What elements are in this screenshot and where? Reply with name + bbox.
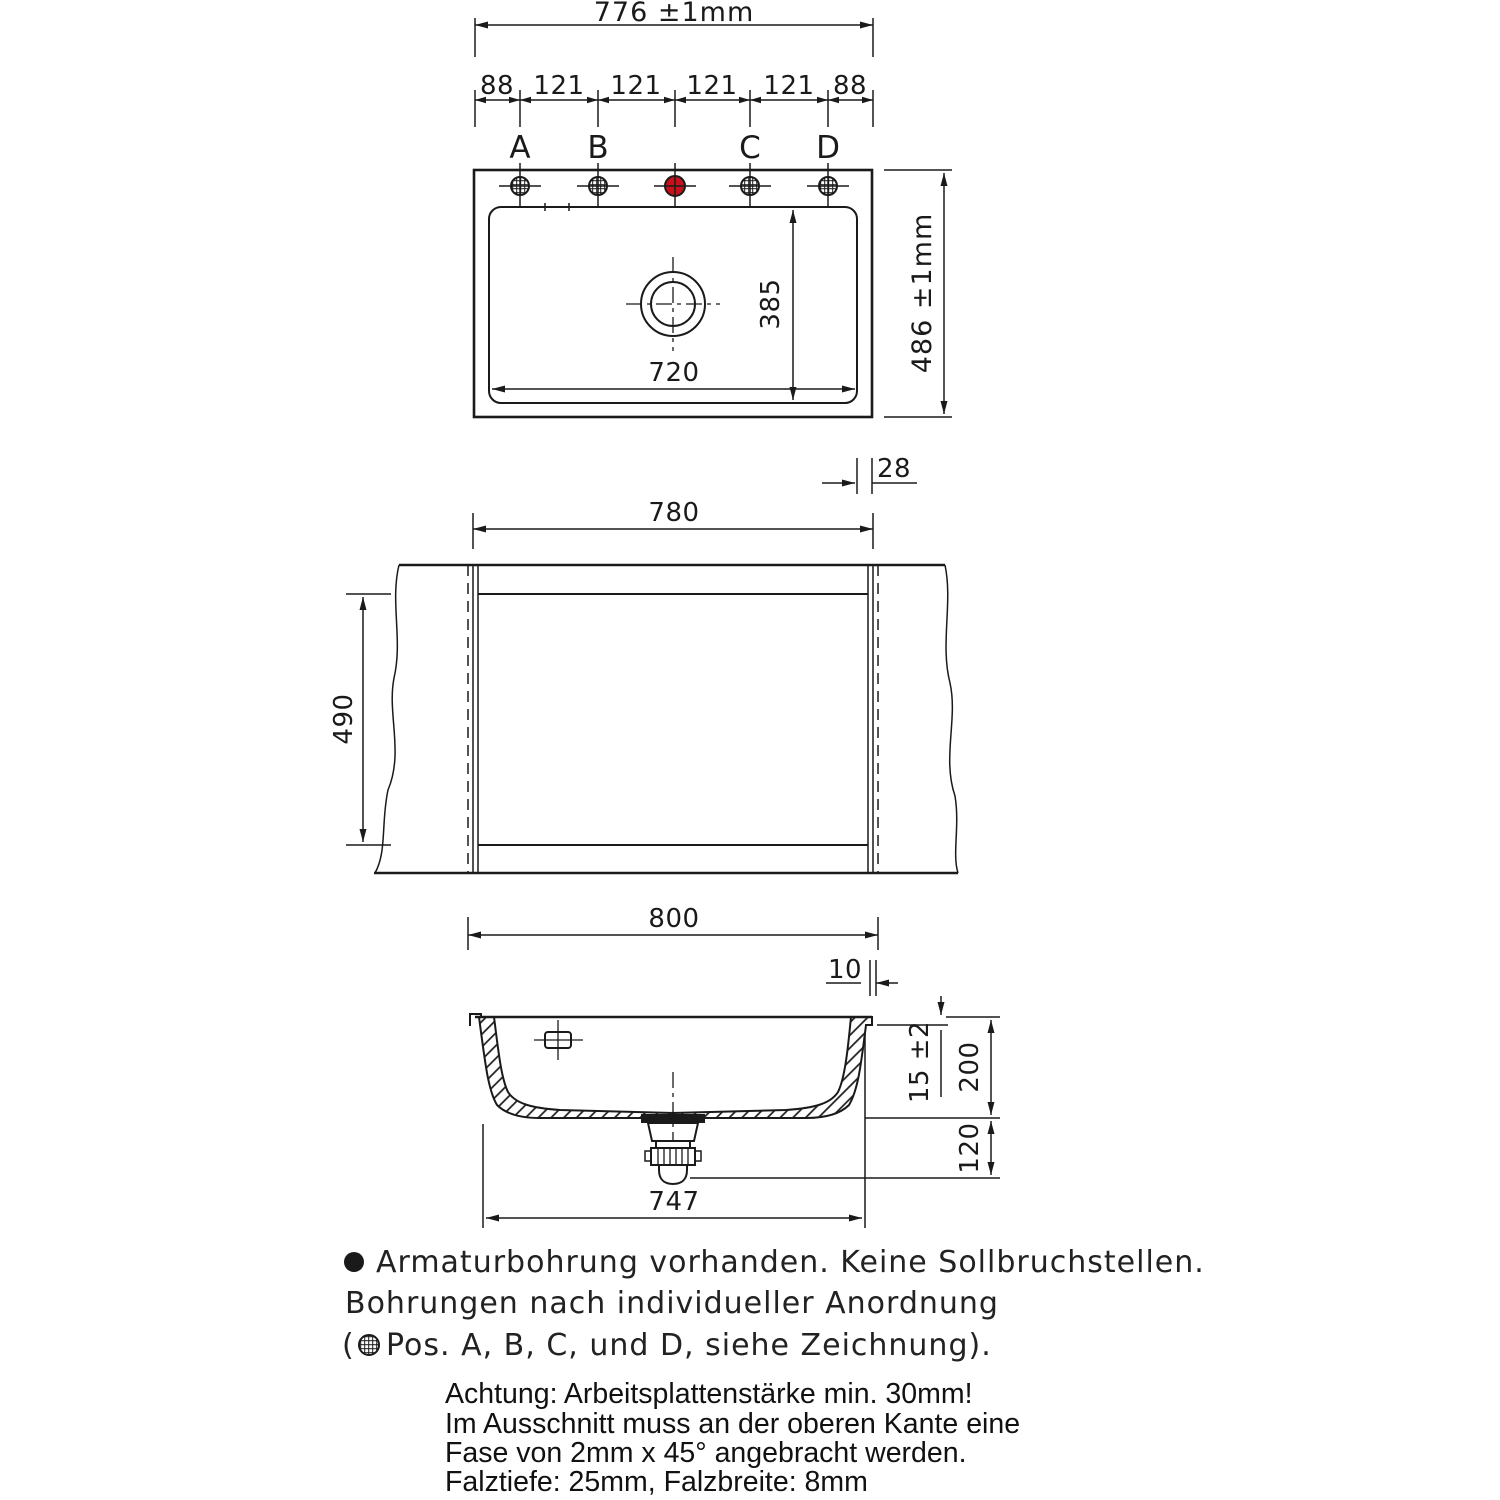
cutout-view — [329, 498, 958, 996]
attention-line-4: Falztiefe: 25mm, Falzbreite: 8mm — [445, 1466, 868, 1498]
dim-hole-spacings — [475, 71, 873, 127]
note-line-1: Armaturbohrung vorhanden. Keine Sollbruchstellen. — [376, 1245, 1205, 1280]
dim-label-overall-width: 776 ±1mm — [593, 0, 755, 28]
dim-overall-width — [475, 0, 873, 57]
hole-label-b: B — [587, 130, 609, 166]
top-view — [474, 0, 952, 494]
hole-label-c: C — [739, 130, 761, 166]
dim-outer-width — [468, 904, 878, 950]
dim-label-spacing-3: 121 — [610, 71, 662, 101]
dim-label-basin-depth: 385 — [756, 278, 786, 330]
hole-label-d: D — [816, 130, 840, 166]
dim-rim-width — [822, 454, 917, 494]
break-line-right — [945, 565, 958, 873]
dim-basin-depth — [756, 210, 793, 400]
notes-block — [342, 1245, 1205, 1363]
attention-line-3: Fase von 2mm x 45° angebracht werden. — [445, 1437, 967, 1469]
dim-label-spacing-5: 121 — [763, 71, 815, 101]
dim-label-total-height: 200 — [955, 1041, 985, 1093]
dim-label-overhang: 10 — [827, 955, 863, 985]
drain-assembly — [641, 1072, 705, 1184]
section-wall-right — [673, 1017, 872, 1118]
dim-label-basin-width: 720 — [648, 358, 700, 388]
dim-basin-width — [492, 358, 855, 389]
dim-rim-height — [905, 996, 941, 1103]
dim-label-cutout-depth: 490 — [329, 693, 359, 745]
note-line-2: Bohrungen nach individueller Anordnung — [345, 1286, 999, 1321]
section-wall-left — [479, 1017, 673, 1118]
dim-label-spacing-4: 121 — [686, 71, 738, 101]
dim-label-cutout-width: 780 — [648, 498, 700, 528]
dim-label-overall-depth: 486 ±1mm — [907, 212, 938, 374]
note-line-3-rest: Pos. A, B, C, und D, siehe Zeichnung). — [386, 1328, 992, 1363]
section-view — [470, 996, 1000, 1228]
dim-label-spacing-1: 88 — [479, 71, 515, 101]
dim-label-spacing-2: 121 — [533, 71, 585, 101]
dim-drain-clearance — [955, 1121, 991, 1175]
faucet-hole-symbol — [534, 1020, 583, 1060]
dim-label-spacing-6: 88 — [832, 71, 868, 101]
attention-line-2: Im Ausschnitt muss an der oberen Kante eine — [445, 1408, 1021, 1440]
dim-cutout-depth — [329, 594, 391, 845]
dim-total-height — [955, 1020, 991, 1115]
dim-overhang — [826, 955, 898, 996]
bullet-dot-icon — [344, 1252, 364, 1272]
dim-label-rim-height: 15 ±2 — [905, 1020, 935, 1104]
drain-tailpiece — [659, 1165, 687, 1184]
drain-flange — [641, 1114, 705, 1123]
dim-overall-depth — [884, 170, 952, 417]
break-line-left — [375, 565, 399, 873]
note-line-3-open: ( — [342, 1328, 355, 1363]
dim-base-width — [483, 1032, 865, 1228]
hole-label-a: A — [509, 130, 531, 166]
attention-line-1: Achtung: Arbeitsplattenstärke min. 30mm! — [445, 1378, 973, 1410]
dim-label-drain-clearance: 120 — [955, 1122, 985, 1174]
dim-label-outer-width: 800 — [648, 904, 700, 934]
attention-block — [445, 1378, 1020, 1498]
drain-opening — [626, 257, 720, 351]
dim-cutout-width — [473, 498, 873, 549]
crosshatch-hole-icon — [359, 1335, 379, 1355]
dim-label-base-width: 747 — [648, 1187, 700, 1217]
dim-label-rim-width: 28 — [876, 454, 912, 484]
